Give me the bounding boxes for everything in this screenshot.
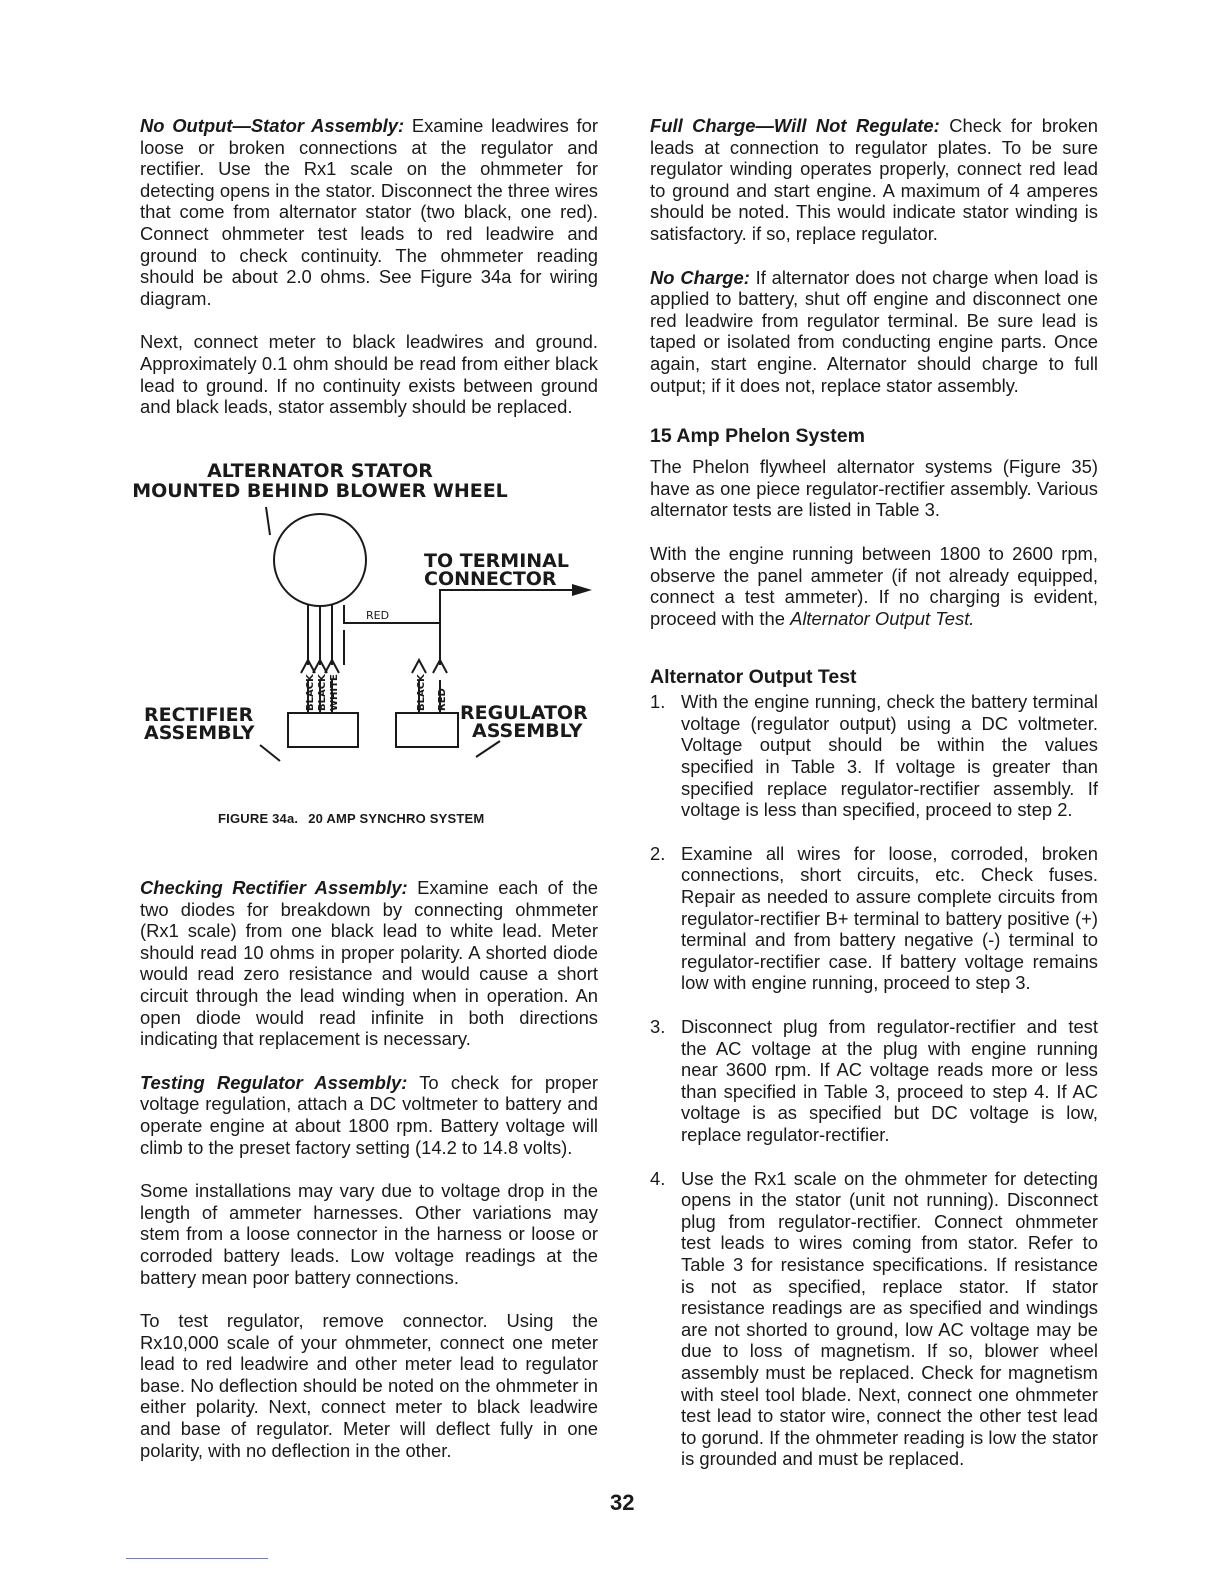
arrow-tip-3 (325, 660, 339, 673)
diagram-title-line2: MOUNTED BEHIND BLOWER WHEEL (132, 480, 508, 502)
wire-label-black-1: BLACK (305, 674, 316, 711)
terminal-label-line1: TO TERMINAL (424, 550, 569, 572)
step-text: With the engine running, check the battery terminal voltage (regulator output) using a DC voltmeter. Voltage output should be within the values specified in Table 3. If voltage is greater than specified replace regulator-rectifier assembly. If voltage is less than specified, proceed to step 2. (681, 691, 1098, 821)
paragraph-full-charge (650, 115, 1098, 245)
lead-checking-rectifier: Checking Rectifier Assembly: (140, 877, 408, 898)
step-text: Examine all wires for loose, corroded, broken connections, short circuits, etc. Check fuses. Repair as needed to assure complete circuits from regulator-rectifier B+ terminal to battery positive (+) terminal and from battery negative (-) terminal to regulator-rectifier case. If battery voltage remains low with engine running, proceed to step 3. (681, 842, 1098, 994)
test-step (650, 1016, 1098, 1146)
step-number: 1. (650, 691, 666, 713)
paragraph-black-leadwires: Next, connect meter to black leadwires and ground. Approximately 0.1 ohm should be read from either black lead to ground. If no continuity exists between ground and black leads, stator assembly should be replaced. (140, 331, 598, 418)
paragraph-installations-vary: Some installations may vary due to voltage drop in the length of ammeter harnesses. Other variations may stem from a loose connector in the harness or loose or corroded battery leads. Low voltage readings at the battery mean poor battery connections. (140, 1180, 598, 1288)
regulator-box (396, 713, 458, 747)
text-no-output-stator: Examine leadwires for loose or broken connections at the regulator and rectifier. Use the Rx1 scale on the ohmmeter for detecting opens in the stator. Disconnect the three wires that come from alternator stator (two black, one red). Connect ohmmeter test leads to red leadwire and ground to check continuity. The ohmmeter reading should be about 2.0 ohms. See Figure 34a for wiring diagram. (140, 115, 598, 309)
lead-no-output-stator: No Output—Stator Assembly: (140, 115, 405, 136)
diagram-title-line1: ALTERNATOR STATOR (207, 460, 433, 482)
figure-caption-text: 20 AMP SYNCHRO SYSTEM (308, 811, 485, 826)
wire-to-terminal (440, 590, 580, 623)
regulator-label-line2: ASSEMBLY (472, 720, 583, 742)
test-step (650, 691, 1098, 821)
wiring-diagram-figure-34a (120, 455, 620, 835)
step-number: 3. (650, 1016, 666, 1037)
wire-label-white: WHITE (329, 674, 340, 711)
wire-label-black-reg: BLACK (416, 674, 427, 711)
regulator-label-line1: REGULATOR (460, 702, 588, 724)
text-no-charge: If alternator does not charge when load is applied to battery, shut off engine and disconnect one red leadwire from regulator terminal. Be sure lead is taped or isolated from conducting engine parts. Once again, start engine. Alternator should charge to full output; if it does not, replace stator assembly. (650, 266, 1098, 396)
paragraph-engine-running (650, 543, 1098, 629)
wire-label-red-reg: RED (437, 688, 448, 711)
stator-circle (274, 514, 366, 606)
lead-testing-regulator: Testing Regulator Assembly: (140, 1071, 408, 1093)
step-number: 2. (650, 842, 666, 864)
lead-no-charge: No Charge: (650, 266, 750, 288)
paragraph-no-output-stator (140, 115, 598, 309)
lead-full-charge: Full Charge—Will Not Regulate: (650, 115, 940, 136)
wiring-diagram-svg (120, 455, 620, 835)
text-engine-running: With the engine running between 1800 to 2600 rpm, observe the panel ammeter (if not already equipped, connect a test ammeter). If no charging is evident, proceed with the (650, 542, 1098, 629)
paragraph-checking-rectifier (140, 877, 598, 1050)
paragraph-phelon-intro: The Phelon flywheel alternator systems (Figure 35) have as one piece regulator-rectifier assembly. Various alternator tests are listed in Table 3. (650, 456, 1098, 521)
test-step (650, 1168, 1098, 1470)
footer-rule (126, 1558, 268, 1559)
test-step (650, 843, 1098, 994)
rectifier-box (288, 713, 358, 747)
link-alternator-output-test: Alternator Output Test. (790, 607, 975, 629)
terminal-label-line2: CONNECTOR (424, 568, 557, 590)
paragraph-no-charge (650, 267, 1098, 397)
wire-label-black-2: BLACK (317, 674, 328, 711)
rectifier-pointer (260, 745, 280, 761)
figure-caption (218, 811, 484, 826)
left-column-bottom (140, 877, 598, 1461)
text-full-charge: Check for broken leads at connection to regulator plates. To be sure regulator winding operates properly, connect red lead to ground and start engine. A maximum of 4 amperes should be noted. This would indicate stator winding is satisfactory. if so, replace regulator. (650, 115, 1098, 244)
arrow-tip-1 (301, 660, 315, 673)
left-column-top (140, 115, 598, 418)
right-column (650, 115, 1098, 1470)
regulator-pointer (476, 741, 500, 757)
heading-alternator-output-test: Alternator Output Test (650, 666, 857, 689)
text-checking-rectifier: Examine each of the two diodes for breakdown by connecting ohmmeter (Rx1 scale) from one black lead to white lead. Meter should read 10 ohms in proper polarity. A shorted diode would read zero resistance and would cause a short circuit through the lead winding when in operation. An open diode would read infinite in both directions indicating that replacement is necessary. (140, 877, 598, 1050)
title-pointer-line (266, 507, 270, 535)
paragraph-test-regulator: To test regulator, remove connector. Using the Rx10,000 scale of your ohmmeter, connect one meter lead to red leadwire and other meter lead to regulator base. No deflection should be noted on the ohmmeter in either polarity. Next, connect meter to black leadwire and base of regulator. Meter will deflect fully in one polarity, with no deflection in the other. (140, 1310, 598, 1461)
heading-phelon-system: 15 Amp Phelon System (650, 425, 865, 448)
paragraph-testing-regulator (140, 1072, 598, 1158)
red-wire-label: RED (366, 609, 390, 622)
terminal-arrow-head (572, 584, 592, 596)
alternator-test-steps (650, 691, 1098, 1470)
wire-red (344, 605, 440, 665)
arrow-tip-5 (433, 660, 447, 673)
step-text: Use the Rx1 scale on the ohmmeter for detecting opens in the stator (unit not running). Disconnect plug from regulator-rectifier. Connect ohmmeter test leads to wires coming from stator. Refer to Table 3 for resistance specifications. If resistance is not as specified, replace stator. If stator resistance readings are as specified and windings are not shorted to ground, low AC voltage may be due to loss of magnetism. If so, blower wheel assembly must be replaced. Check for magnetism with steel tool blade. Next, connect one ohmmeter test lead to stator wire, connect the other test lead to gorund. If the ohmmeter reading is low the stator is grounded and must be replaced. (681, 1167, 1098, 1470)
step-text: Disconnect plug from regulator-rectifier and test the AC voltage at the plug with engine running near 3600 rpm. If AC voltage reads more or less than specified in Table 3, proceed to step 4. If AC voltage is as specified but DC voltage is low, replace regulator-rectifier. (681, 1016, 1098, 1145)
figure-caption-number: FIGURE 34a. (218, 811, 299, 826)
step-number: 4. (650, 1167, 666, 1189)
arrow-tip-2 (313, 660, 327, 673)
page-number: 32 (610, 1490, 635, 1515)
arrow-tip-4 (412, 660, 426, 673)
rectifier-label-line2: ASSEMBLY (144, 722, 255, 744)
rectifier-label-line1: RECTIFIER (144, 704, 254, 726)
text-testing-regulator: To check for proper voltage regulation, attach a DC voltmeter to battery and operate engine at about 1800 rpm. Battery voltage will climb to the preset factory setting (14.2 to 14.8 volts). (140, 1071, 598, 1158)
